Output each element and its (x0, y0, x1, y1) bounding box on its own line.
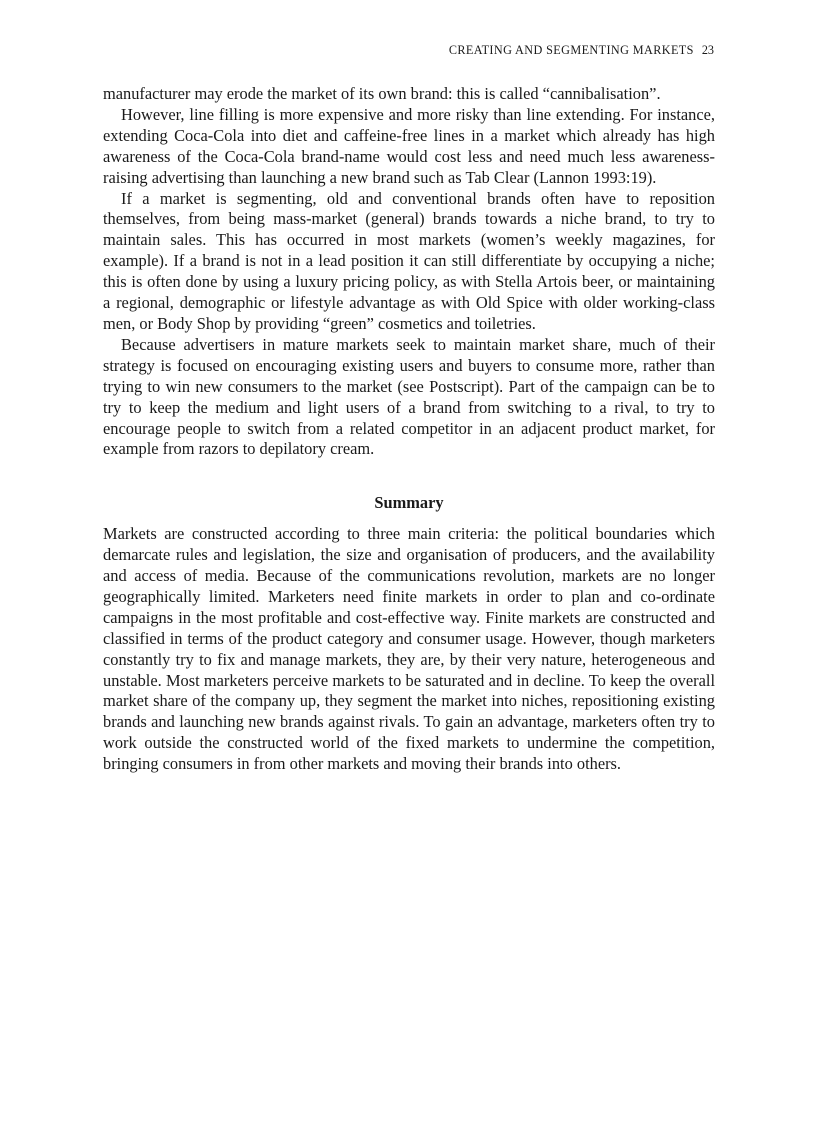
summary-paragraph: Markets are constructed according to three main criteria: the political boundaries which demarcate rules and legislation, the size and organisation of producers, and the availability and access of media. Because of the communications revolution, markets are no longer geographically limited. Marketers need finite markets in order to plan and co-ordinate campaigns in the most profitable and cost-effective way. Finite markets are constructed and classified in terms of the product category and consumer usage. However, though marketers constantly try to fix and manage markets, they are, by their very nature, heterogeneous and unstable. Most marketers perceive markets to be saturated and in decline. To keep the overall market share of the company up, they segment the market into niches, repositioning existing brands and launching new brands against rivals. To gain an advantage, marketers often try to work outside the constructed world of the fixed markets to undermine the competition, bringing consumers in from other markets and moving their brands into others. (103, 524, 715, 774)
running-head (449, 43, 714, 58)
paragraph-market-share: Because advertisers in mature markets seek to maintain market share, much of their strategy is focused on encouraging existing users and buyers to consume more, rather than trying to win new consumers to the market (see Postscript). Part of the campaign can be to try to keep the medium and light users of a brand from switching to a rival, to try to encourage people to switch from a related competitor in an adjacent product market, for example from razors to depilatory cream. (103, 334, 715, 459)
paragraph-line-filling: However, line filling is more expensive and more risky than line extending. For instance, extending Coca-Cola into diet and caffeine-free lines in a market which already has high awareness of the Coca-Cola brand-name would cost less and need much less awareness-raising advertising than launching a new brand such as Tab Clear (Lannon 1993:19). (103, 104, 715, 187)
paragraph-repositioning: If a market is segmenting, old and conventional brands often have to reposition themselves, from being mass-market (general) brands towards a niche brand, to try to maintain sales. This has occurred in most markets (women’s weekly magazines, for example). If a brand is not in a lead position it can still differentiate by occupying a niche; this is often done by using a luxury pricing policy, as with Stella Artois beer, or maintaining a regional, demographic or lifestyle advantage as with Old Spice with older working-class men, or Body Shop by providing “green” cosmetics and toiletries. (103, 188, 715, 333)
running-head-title: CREATING AND SEGMENTING MARKETS (448, 43, 694, 57)
summary-heading: Summary (374, 493, 444, 513)
page-number: 23 (701, 43, 714, 57)
paragraph-continuation: manufacturer may erode the market of its own brand: this is called “cannibalisation”. (103, 84, 661, 103)
page-body (103, 84, 715, 775)
